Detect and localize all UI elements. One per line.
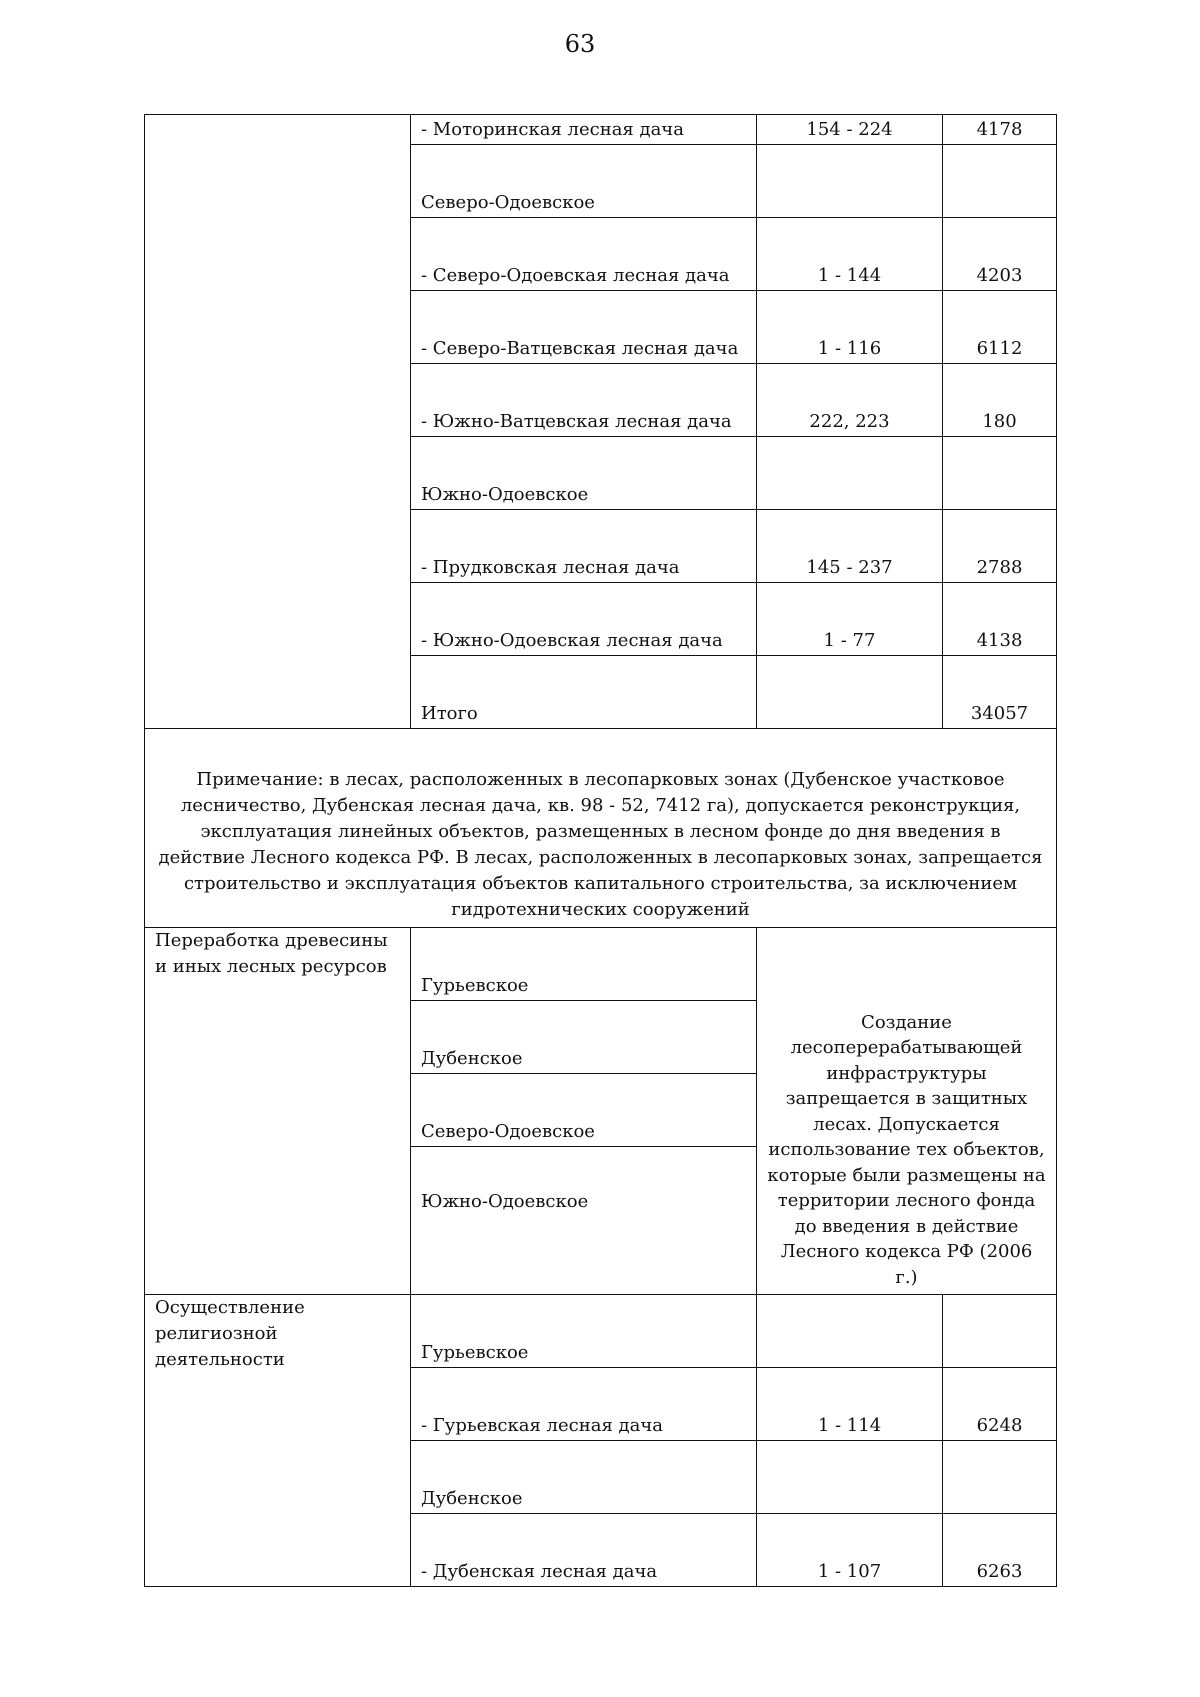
forestry-name-cell: Гурьевское	[411, 928, 757, 1001]
area-cell: 6112	[943, 291, 1057, 364]
note-row	[145, 729, 1057, 928]
quarters-cell	[757, 437, 943, 510]
table-row	[145, 1295, 1057, 1368]
table-row	[145, 928, 1057, 1001]
quarters-cell: 154 - 224	[757, 115, 943, 145]
quarters-cell: 1 - 77	[757, 583, 943, 656]
table-row	[145, 115, 1057, 145]
area-cell	[943, 437, 1057, 510]
forestry-name-cell: Северо-Одоевское	[411, 145, 757, 218]
total-area-cell: 34057	[943, 656, 1057, 729]
forestry-name-cell: - Дубенская лесная дача	[411, 1514, 757, 1587]
total-label-cell: Итого	[411, 656, 757, 729]
area-cell: 4178	[943, 115, 1057, 145]
remark-cell: Создание лесоперерабатывающей инфраструктуры запрещается в защитных лесах. Допускается использование тех объектов, которые были размещены на территории лесного фонда до введения в действие Лесного кодекса РФ (2006 г.)	[757, 928, 1057, 1295]
forestry-name-cell: - Моторинская лесная дача	[411, 115, 757, 145]
quarters-cell	[757, 1441, 943, 1514]
quarters-cell: 1 - 107	[757, 1514, 943, 1587]
forestry-name-cell: Дубенское	[411, 1441, 757, 1514]
page-number: 63	[564, 30, 596, 58]
area-cell	[943, 145, 1057, 218]
area-cell: 6263	[943, 1514, 1057, 1587]
area-cell: 180	[943, 364, 1057, 437]
forestry-name-cell: Гурьевское	[411, 1295, 757, 1368]
forestry-name-cell: - Гурьевская лесная дача	[411, 1368, 757, 1441]
forestry-name-cell: - Северо-Одоевская лесная дача	[411, 218, 757, 291]
forestry-name-cell: Южно-Одоевское	[411, 1147, 757, 1295]
quarters-cell: 1 - 114	[757, 1368, 943, 1441]
area-cell	[943, 1295, 1057, 1368]
forest-use-table	[144, 114, 1057, 1587]
quarters-cell: 1 - 144	[757, 218, 943, 291]
area-cell: 4138	[943, 583, 1057, 656]
forestry-name-cell: Дубенское	[411, 1001, 757, 1074]
forestry-name-cell: Северо-Одоевское	[411, 1074, 757, 1147]
area-cell: 2788	[943, 510, 1057, 583]
quarters-cell: 1 - 116	[757, 291, 943, 364]
area-cell	[943, 1441, 1057, 1514]
area-cell: 4203	[943, 218, 1057, 291]
category-cell-empty	[145, 115, 411, 729]
quarters-cell	[757, 1295, 943, 1368]
forestry-name-cell: - Южно-Одоевская лесная дача	[411, 583, 757, 656]
forestry-name-cell: - Южно-Ватцевская лесная дача	[411, 364, 757, 437]
category-cell: Осуществление религиозной деятельности	[145, 1295, 411, 1587]
quarters-cell	[757, 145, 943, 218]
forestry-name-cell: - Северо-Ватцевская лесная дача	[411, 291, 757, 364]
quarters-cell: 145 - 237	[757, 510, 943, 583]
note-text: Примечание: в лесах, расположенных в лесопарковых зонах (Дубенское участковое лесничество, Дубенская лесная дача, кв. 98 - 52, 7412 га), допускается реконструкция, эксплуатация линейных объектов, размещенных в лесном фонде до дня введения в действие Лесного кодекса РФ. В лесах, расположенных в лесопарковых зонах, запрещается строительство и эксплуатация объектов капитального строительства, за исключением гидротехнических сооружений	[145, 729, 1057, 928]
area-cell: 6248	[943, 1368, 1057, 1441]
quarters-cell: 222, 223	[757, 364, 943, 437]
forestry-name-cell: - Прудковская лесная дача	[411, 510, 757, 583]
category-cell: Переработка древесины и иных лесных ресурсов	[145, 928, 411, 1295]
quarters-cell	[757, 656, 943, 729]
forestry-name-cell: Южно-Одоевское	[411, 437, 757, 510]
